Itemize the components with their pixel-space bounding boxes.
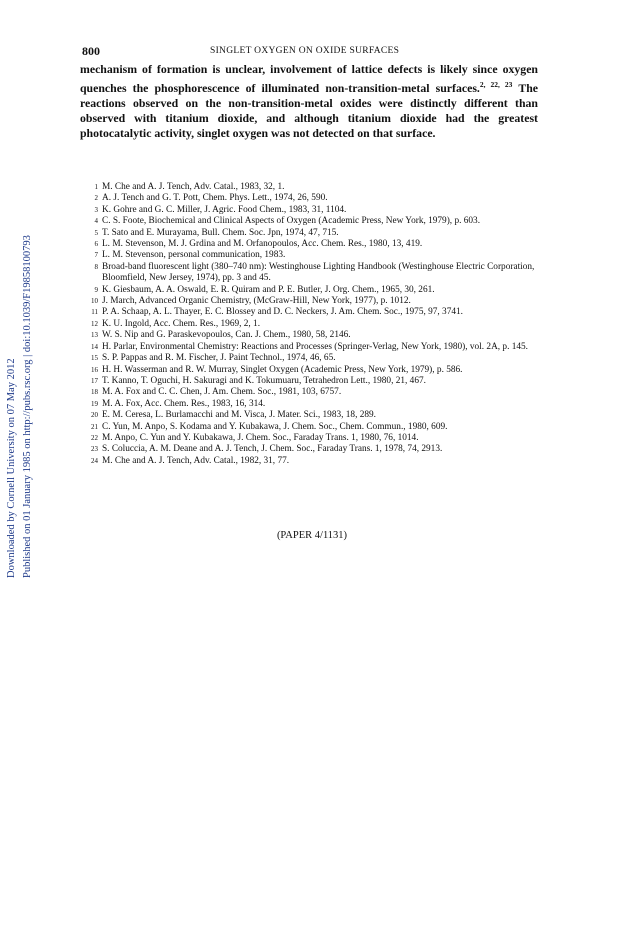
reference-text: M. A. Fox and C. C. Chen, J. Am. Chem. Soc., 1981, 103, 6757. [102, 387, 342, 398]
paper-identifier: (PAPER 4/1131) [276, 530, 348, 541]
reference-number: 22 [91, 433, 98, 442]
download-notice: Downloaded by Cornell University on 07 May 2012 [6, 358, 17, 578]
reference-text: K. Giesbaum, A. A. Oswald, E. R. Quiram and P. E. Butler, J. Org. Chem., 1965, 30, 261. [102, 284, 435, 295]
body-paragraph [80, 62, 538, 141]
reference-number: 5 [94, 228, 98, 237]
reference-text: K. U. Ingold, Acc. Chem. Res., 1969, 2, 1. [102, 318, 261, 329]
reference-text: P. A. Schaap, A. L. Thayer, E. C. Blossey and D. C. Neckers, J. Am. Chem. Soc., 1975, 97, 3741. [102, 307, 463, 318]
reference-number: 24 [91, 456, 98, 465]
reference-number: 4 [94, 217, 98, 226]
reference-text: M. Che and A. J. Tench, Adv. Catal., 1983, 32, 1. [102, 182, 285, 192]
reference-item [92, 353, 550, 364]
reference-number: 1 [94, 183, 98, 191]
reference-item [92, 456, 550, 467]
reference-item [92, 376, 550, 387]
citation-superscript: 2, 22, 23 [479, 80, 513, 89]
download-watermark [0, 200, 40, 580]
reference-item [92, 365, 550, 376]
reference-item [92, 285, 550, 296]
reference-number: 10 [91, 297, 98, 306]
reference-item [92, 250, 550, 261]
reference-item [92, 216, 550, 227]
reference-text: C. Yun, M. Anpo, S. Kodama and Y. Kubakawa, J. Chem. Soc., Chem. Commun., 1980, 609. [102, 421, 448, 432]
reference-item [92, 205, 550, 216]
reference-number: 13 [91, 331, 98, 340]
reference-text: H. Parlar, Environmental Chemistry: Reactions and Processes (Springer-Verlag, New York, 1980), vol. 2A, p. 145. [102, 341, 528, 352]
reference-item [92, 296, 550, 307]
reference-number: 18 [91, 388, 98, 397]
page-header [70, 44, 540, 60]
reference-item [92, 262, 550, 285]
reference-text: E. M. Ceresa, L. Burlamacchi and M. Visca, J. Mater. Sci., 1983, 18, 289. [102, 410, 376, 421]
body-text-part1: mechanism of formation is unclear, involvement of lattice defects is likely since oxygen quenches the phosphorescence of illuminated non-transition-metal surfaces. [80, 62, 538, 95]
page-number: 800 [82, 44, 100, 58]
reference-item [92, 433, 550, 444]
reference-text: C. S. Foote, Biochemical and Clinical Aspects of Oxygen (Academic Press, New York, 1979), p. 603. [102, 216, 481, 227]
reference-text: M. Anpo, C. Yun and Y. Kubakawa, J. Chem. Soc., Faraday Trans. 1, 1980, 76, 1014. [102, 432, 419, 443]
running-title: SINGLET OXYGEN ON OXIDE SURFACES [210, 46, 400, 56]
reference-item [92, 228, 550, 239]
reference-text: K. Gohre and G. C. Miller, J. Agric. Food Chem., 1983, 31, 1104. [102, 204, 347, 215]
reference-item [92, 182, 550, 193]
reference-number: 23 [91, 445, 98, 454]
reference-number: 6 [94, 240, 98, 249]
reference-number: 17 [91, 376, 98, 385]
reference-item [92, 330, 550, 341]
reference-number: 16 [91, 365, 98, 374]
reference-item [92, 387, 550, 398]
reference-text: T. Sato and E. Murayama, Bull. Chem. Soc. Jpn, 1974, 47, 715. [102, 227, 339, 238]
reference-text: A. J. Tench and G. T. Pott, Chem. Phys. Lett., 1974, 26, 590. [102, 193, 328, 204]
reference-item [92, 399, 550, 410]
reference-text: T. Kanno, T. Oguchi, H. Sakuragi and K. Tokumuaru, Tetrahedron Lett., 1980, 21, 467. [102, 375, 426, 386]
reference-text: M. A. Fox, Acc. Chem. Res., 1983, 16, 314. [102, 398, 266, 409]
reference-number: 12 [91, 319, 98, 328]
reference-number: 8 [94, 262, 98, 271]
reference-item [92, 319, 550, 330]
reference-text: S. Coluccia, A. M. Deane and A. J. Tench, J. Chem. Soc., Faraday Trans. 1, 1978, 74, 2913. [102, 444, 443, 455]
reference-item [92, 410, 550, 421]
reference-number: 2 [94, 194, 98, 203]
reference-text: L. M. Stevenson, personal communication, 1983. [102, 250, 286, 261]
reference-number: 21 [91, 422, 98, 431]
reference-number: 3 [94, 205, 98, 214]
reference-item [92, 444, 550, 455]
reference-number: 7 [94, 251, 98, 260]
reference-number: 9 [94, 285, 98, 294]
reference-item [92, 342, 550, 353]
reference-number: 11 [91, 308, 98, 317]
reference-text: J. March, Advanced Organic Chemistry, (McGraw-Hill, New York, 1977), p. 1012. [102, 296, 411, 307]
reference-list [92, 182, 550, 467]
reference-text: M. Che and A. J. Tench, Adv. Catal., 1982, 31, 77. [102, 455, 290, 466]
reference-number: 14 [91, 342, 98, 351]
reference-text: Broad-band fluorescent light (380–740 nm): Westinghouse Lighting Handbook (Westinghouse Electric Corporation, Bloomfield, New Jersey, 1974), pp. 3 and 45. [102, 261, 535, 284]
reference-number: 15 [91, 354, 98, 363]
reference-item [92, 422, 550, 433]
reference-number: 20 [91, 411, 98, 420]
reference-item [92, 307, 550, 318]
reference-text: H. H. Wasserman and R. W. Murray, Singlet Oxygen (Academic Press, New York, 1979), p. 586. [102, 364, 463, 375]
reference-item [92, 239, 550, 250]
reference-number: 19 [91, 399, 98, 408]
reference-text: S. P. Pappas and R. M. Fischer, J. Paint Technol., 1974, 46, 65. [102, 353, 336, 364]
publication-notice: Published on 01 January 1985 on http://pubs.rsc.org | doi:10.1039/F19858100793 [22, 235, 33, 578]
reference-text: L. M. Stevenson, M. J. Grdina and M. Orfanopoulos, Acc. Chem. Res., 1980, 13, 419. [102, 239, 423, 250]
reference-item [92, 193, 550, 204]
reference-text: W. S. Nip and G. Paraskevopoulos, Can. J. Chem., 1980, 58, 2146. [102, 330, 351, 341]
body-text-part2: The reactions observed on the non-transition-metal oxides were distinctly different than observed with titanium dioxide, and although titanium dioxide had the greatest photocatalytic activity, singlet oxygen was not detected on that surface. [80, 80, 539, 140]
